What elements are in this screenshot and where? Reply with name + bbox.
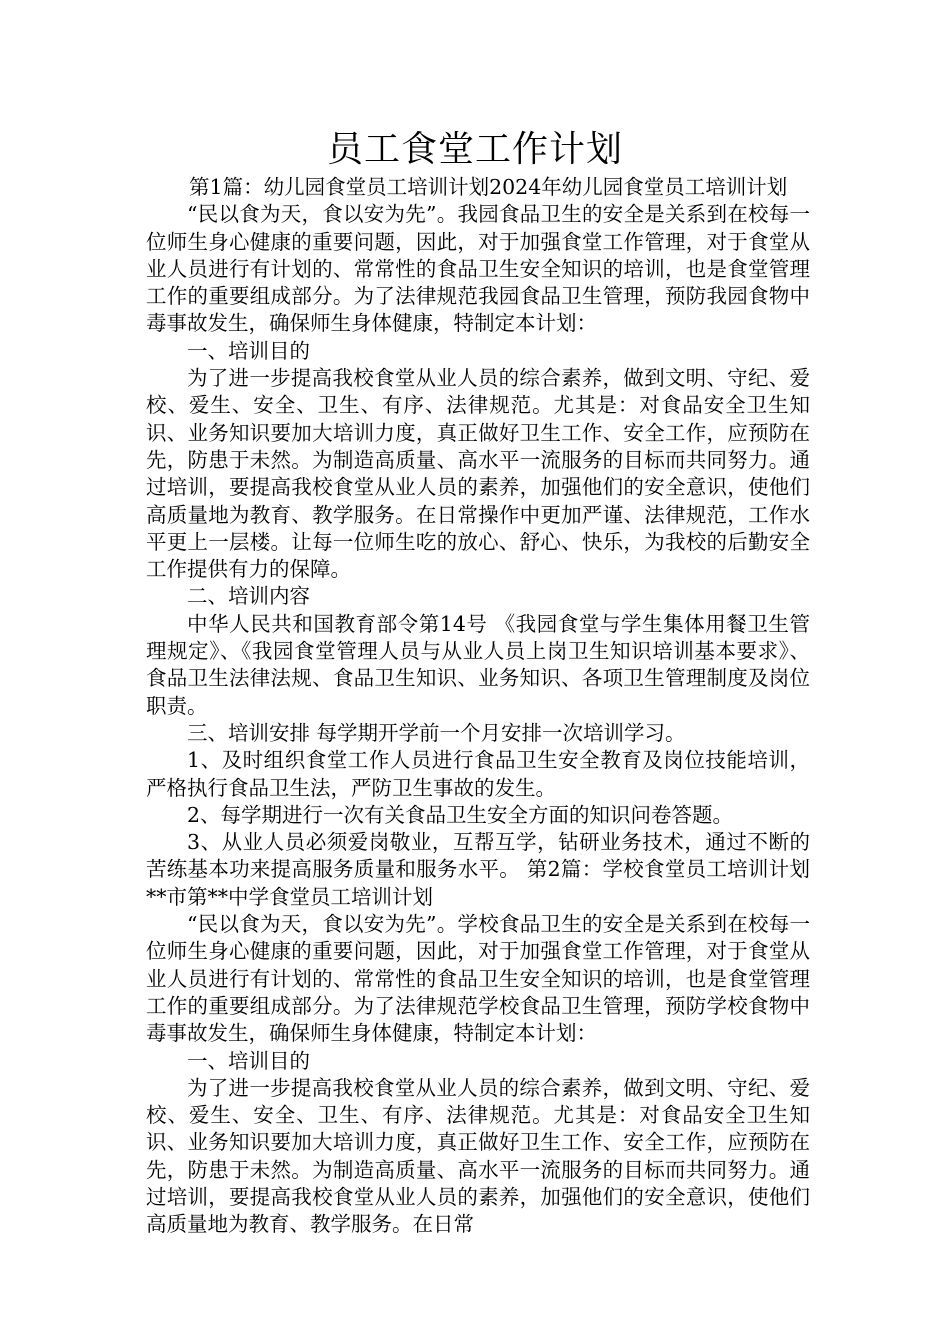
list-item: 3、从业人员必须爱岗敬业，互帮互学，钻研业务技术，通过不断的苦练基本功来提高服务质量和服务水平。 第2篇：学校食堂员工培训计划**市第**中学食堂员工培训计划 [146,830,810,909]
list-item: 1、及时组织食堂工作人员进行食品卫生安全教育及岗位技能培训，严格执行食品卫生法，严防卫生事故的发生。 [146,748,810,800]
paragraph: 为了进一步提高我校食堂从业人员的综合素养，做到文明、守纪、爱校、爱生、安全、卫生、有序、法律规范。尤其是：对食品安全卫生知识、业务知识要加大培训力度，真正做好卫生工作、安全工作，应预防在先，防患于未然。为制造高质量、高水平一流服务的目标而共同努力。通过培训，要提高我校食堂从业人员的素养，加强他们的安全意识，使他们高质量地为教育、教学服务。在日常 [146,1075,810,1237]
section-heading: 一、培训目的 [187,1048,310,1073]
document-body [146,174,810,1239]
section-heading: 三、培训安排 每学期开学前一个月安排一次培训学习。 [187,720,686,745]
paragraph: “民以食为天，食以安为先”。学校食品卫生的安全是关系到在校每一位师生身心健康的重要问题，因此，对于加强食堂工作管理，对于食堂从业人员进行有计划的、常常性的食品卫生安全知识的培训，也是食堂管理工作的重要组成部分。为了法律规范学校食品卫生管理，预防学校食物中毒事故发生，确保师生身体健康，特制定本计划： [146,912,810,1046]
paragraph: “民以食为天，食以安为先”。我园食品卫生的安全是关系到在校每一位师生身心健康的重要问题，因此，对于加强食堂工作管理，对于食堂从业人员进行有计划的、常常性的食品卫生安全知识的培训，也是食堂管理工作的重要组成部分。为了法律规范我园食品卫生管理，预防我园食物中毒事故发生，确保师生身体健康，特制定本计划： [146,202,810,336]
section-heading: 一、培训目的 [187,338,310,363]
paragraph: 为了进一步提高我校食堂从业人员的综合素养，做到文明、守纪、爱校、爱生、安全、卫生、有序、法律规范。尤其是：对食品安全卫生知识、业务知识要加大培训力度，真正做好卫生工作、安全工作，应预防在先，防患于未然。为制造高质量、高水平一流服务的目标而共同努力。通过培训，要提高我校食堂从业人员的素养，加强他们的安全意识，使他们高质量地为教育、教学服务。在日常操作中更加严谨、法律规范，工作水平更上一层楼。让每一位师生吃的放心、舒心、快乐，为我校的后勤安全工作提供有力的保障。 [146,366,810,582]
section-heading: 二、培训内容 [187,584,310,609]
list-item: 2、每学期进行一次有关食品卫生安全方面的知识问卷答题。 [187,802,734,827]
document-title: 员工食堂工作计划 [326,129,623,170]
paragraph: 中华人民共和国教育部令第14号 《我园食堂与学生集体用餐卫生管理规定》、《我园食堂管理人员与从业人员上岗卫生知识培训基本要求》、食品卫生法律法规、食品卫生知识、业务知识、各项卫生管理制度及岗位职责。 [146,611,810,718]
paragraph: 第1篇：幼儿园食堂员工培训计划2024年幼儿园食堂员工培训计划 [189,175,788,199]
